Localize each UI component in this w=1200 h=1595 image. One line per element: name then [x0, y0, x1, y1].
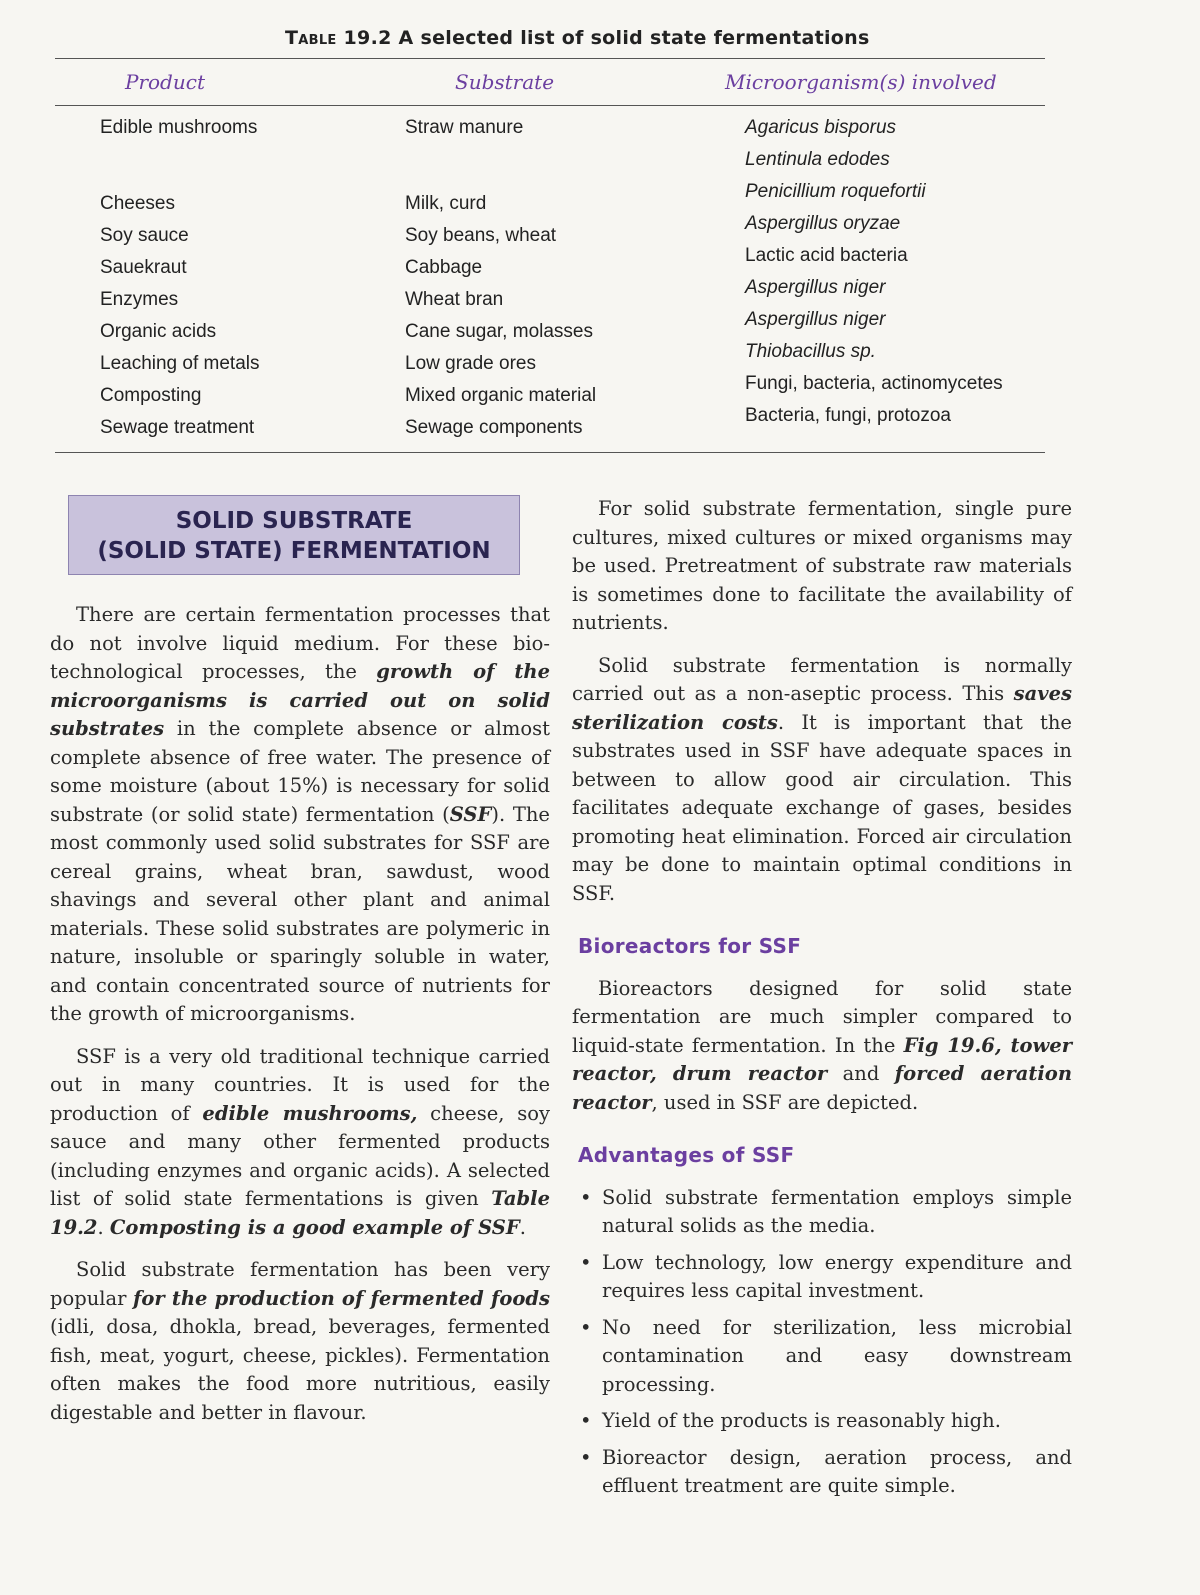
text-run: , used in SSF are depicted. — [651, 1090, 919, 1114]
section-heading-line2: (SOLID STATE) FERMENTATION — [97, 538, 491, 564]
table-title-text: A selected list of solid state fermentations — [398, 27, 870, 49]
right-paragraph-2 — [572, 652, 1072, 909]
header-microorganisms: Microorganism(s) involved — [725, 70, 997, 94]
table-cell: Penicillium roquefortii — [745, 181, 926, 202]
heading-bioreactors: Bioreactors for SSF — [578, 934, 802, 958]
product-column — [55, 112, 385, 444]
emphasis-text: Composting is a good example of SSF — [109, 1215, 520, 1239]
table-cell: Soy sauce — [100, 225, 189, 246]
table-reference: Table 19.2 — [50, 1187, 550, 1239]
text-run: SSF is a very old traditional technique carried out in many countries. It is used for the production of — [50, 1044, 550, 1125]
text-run: cheese, soy sauce and many other fermented products (including enzymes and organic acids). A selected list of solid state fermentations is given — [50, 1101, 551, 1210]
text-run: . — [97, 1215, 110, 1239]
section-heading-box — [68, 495, 520, 575]
table-header — [55, 59, 1045, 105]
list-item — [572, 1314, 1072, 1400]
table-cell: Mixed organic material — [405, 385, 597, 406]
bullet: • — [580, 1315, 592, 1339]
table-number: 19.2 — [343, 27, 392, 49]
list-item — [572, 1184, 1072, 1241]
bullet: • — [580, 1445, 592, 1469]
table-cell: Low grade ores — [405, 353, 536, 374]
emphasis-text: for the production of fermented foods — [133, 1286, 550, 1310]
figure-reference: Fig 19.6, tower reactor, drum reactor — [572, 1033, 1073, 1085]
bullet: • — [580, 1185, 592, 1209]
emphasis-text: growth of the microorganisms is carried out on solid substrates — [50, 660, 550, 740]
table-cell: Organic acids — [100, 321, 217, 342]
right-paragraph-1: For solid substrate fermentation, single pure cultures, mixed cultures or mixed organisms may be used. Pretreatment of substrate raw materials is sometimes done to facilitate the availability of nutrients. — [572, 497, 1072, 634]
table-cell: Cabbage — [405, 257, 483, 278]
left-paragraph-1 — [50, 601, 550, 1029]
substrate-column — [385, 112, 695, 444]
text-run: There are certain fermentation processes that do not involve liquid medium. For these bio-technological processes, the — [50, 603, 550, 683]
text-run: . — [519, 1215, 526, 1239]
table-cell: Aspergillus niger — [745, 309, 886, 330]
list-item-text: No need for sterilization, less microbial contamination and easy downstream processing. — [602, 1315, 1072, 1396]
text-run: Bioreactors designed for solid state fermentation are much simpler compared to liquid-state fermentation. In the — [572, 976, 1072, 1057]
left-paragraph-3 — [50, 1256, 550, 1427]
table-cell: Straw manure — [405, 117, 524, 138]
list-item-text: Low technology, low energy expenditure and requires less capital investment. — [602, 1250, 1072, 1302]
list-item — [572, 1444, 1072, 1501]
header-product: Product — [125, 70, 205, 94]
heading-advantages: Advantages of SSF — [578, 1143, 795, 1167]
emphasis-text: SSF — [449, 802, 492, 826]
left-paragraph-2 — [50, 1043, 550, 1243]
header-substrate: Substrate — [455, 70, 555, 94]
list-item — [572, 1407, 1072, 1436]
table-cell: Sauekraut — [100, 257, 187, 278]
table-cell: Edible mushrooms — [100, 117, 258, 138]
text-run: . It is important that the substrates used in SSF have adequate spaces in between to allow good air circulation. This facilitates adequate exchange of gases, besides promoting heat elimination. Forced air circulation may be done to maintain optimal conditions in SSF. — [572, 710, 1072, 905]
table-cell: Sewage components — [405, 417, 583, 438]
table-cell: Aspergillus oryzae — [745, 213, 901, 234]
table-cell: Composting — [100, 385, 202, 406]
text-run: and — [827, 1062, 895, 1085]
table-bottom-rule — [55, 452, 1045, 453]
text-run: in the complete absence or almost complete absence of free water. The presence of some moisture (about 15%) is necessary for solid substrate (or solid state) fermentation ( — [50, 717, 550, 826]
bullet: • — [580, 1250, 592, 1274]
table-cell: Leaching of metals — [100, 353, 260, 374]
right-column — [572, 495, 1072, 1509]
table-title — [285, 18, 1045, 58]
bullet: • — [580, 1409, 592, 1432]
advantages-list — [572, 1184, 1072, 1501]
left-column — [50, 495, 550, 1441]
list-item — [572, 1249, 1072, 1306]
table-cell: Lactic acid bacteria — [745, 245, 908, 266]
list-item-text: Solid substrate fermentation employs simple natural solids as the media. — [602, 1185, 1072, 1237]
table-cell: Wheat bran — [405, 289, 504, 310]
table-cell: Aspergillus niger — [745, 277, 886, 298]
table-body — [55, 106, 1045, 452]
table-cell: Sewage treatment — [100, 417, 255, 438]
list-item-text: Bioreactor design, aeration process, and effluent treatment are quite simple. — [602, 1445, 1072, 1497]
text-run: Solid substrate fermentation is normally carried out as a non-aseptic process. This — [572, 653, 1072, 705]
table-cell: Enzymes — [100, 289, 179, 310]
microorganism-column — [695, 112, 1045, 444]
emphasis-text: saves sterilization costs — [572, 682, 1072, 734]
table-cell: Bacteria, fungi, protozoa — [745, 405, 951, 426]
right-paragraph-3 — [572, 975, 1072, 1118]
emphasis-text: edible mushrooms, — [202, 1101, 418, 1125]
table-cell: Agaricus bisporus — [745, 117, 897, 138]
section-heading-line1: SOLID SUBSTRATE — [175, 508, 413, 534]
table-cell: Thiobacillus sp. — [745, 341, 876, 362]
emphasis-text: forced aeration reactor — [572, 1062, 1072, 1114]
table-label: Table — [285, 27, 337, 49]
table-cell: Cane sugar, molasses — [405, 321, 593, 342]
text-run: (idli, dosa, dhokla, bread, beverages, fermented fish, meat, yogurt, cheese, pickles). Fermentation often makes the food more nutritious, easily digestable and better in flavour. — [50, 1315, 550, 1424]
table-cell: Lentinula edodes — [745, 149, 890, 170]
text-run: Solid substrate fermentation has been very popular — [50, 1258, 550, 1310]
table-cell: Milk, curd — [405, 193, 487, 214]
text-run: ). The most commonly used solid substrates for SSF are cereal grains, wheat bran, sawdust, wood shavings and several other plant and animal materials. These solid substrates are polymeric in nature, insoluble or sparingly soluble in water, and contain concentrated source of nutrients for the growth of microorganisms. — [50, 802, 550, 1025]
table-cell: Soy beans, wheat — [405, 225, 557, 246]
list-item-text: Yield of the products is reasonably high. — [602, 1409, 1001, 1432]
table-cell: Cheeses — [100, 193, 175, 214]
table-cell: Fungi, bacteria, actinomycetes — [745, 373, 1003, 394]
table-19-2 — [55, 18, 1045, 453]
